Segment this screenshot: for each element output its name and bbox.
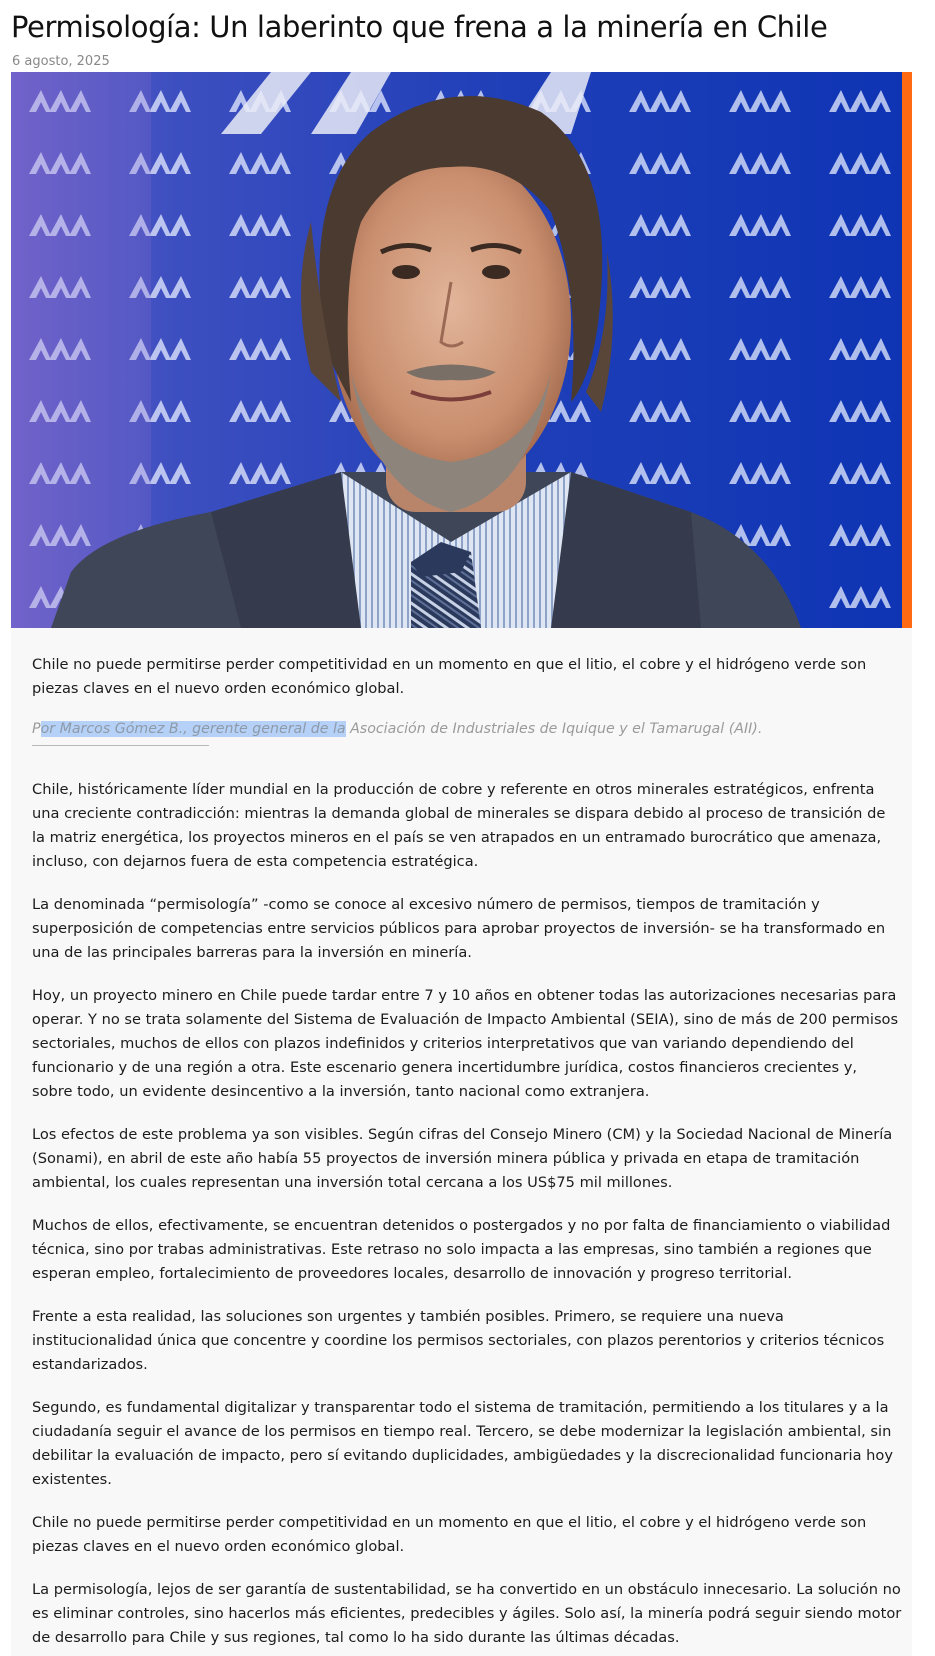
- body-paragraph: Chile, históricamente líder mundial en la producción de cobre y referente en otros minerales estratégicos, enfrenta una creciente contradicción: mientras la demanda global de minerales se dispara debido al proceso de transición de la matriz energética, los proyectos mineros en el país se ven atrapados en un entramado burocrático que amenaza, incluso, con dejarnos fuera de esta competencia estratégica.: [32, 781, 886, 870]
- body-paragraph: Hoy, un proyecto minero en Chile puede tardar entre 7 y 10 años en obtener todas las autorizaciones necesarias para operar. Y no se trata solamente del Sistema de Evaluación de Impacto Ambiental (SEIA), sino de más de 200 permisos sectoriales, muchos de ellos con plazos indefinidos y criterios interpretativos que van variando dependiendo del funcionario y de una región a otra. Este escenario genera incertidumbre jurídica, costos financieros crecientes y, sobre todo, un evidente desincentivo a la inversión, tanto nacional como extranjera.: [32, 987, 899, 1100]
- body-paragraph: Chile no puede permitirse perder competitividad en un momento en que el litio, el cobre y el hidrógeno verde son piezas claves en el nuevo orden económico global.: [32, 1514, 867, 1555]
- accent-bar: [902, 72, 912, 632]
- article-date: 6 agosto, 2025: [12, 54, 110, 69]
- body-paragraph: La denominada “permisología” -como se conoce al excesivo número de permisos, tiempos de tramitación y superposición de competencias entre servicios públicos para aprobar proyectos de inversión- se ha transformado en una de las principales barreras para la inversión en minería.: [32, 896, 886, 961]
- body-paragraph: La permisología, lejos de ser garantía de sustentabilidad, se ha convertido en un obstáculo innecesario. La solución no es eliminar controles, sino hacerlos más eficientes, predecibles y ágiles. Solo así, la minería podrá seguir siendo motor de desarrollo para Chile y sus regiones, tal como lo ha sido durante las últimas décadas.: [32, 1581, 902, 1646]
- body-paragraph: Los efectos de este problema ya son visibles. Según cifras del Consejo Minero (CM) y la Sociedad Nacional de Minería (Sonami), en abril de este año había 55 proyectos de inversión minera pública y privada en etapa de tramitación ambiental, los cuales representan una inversión total cercana a los US$75 mil millones.: [32, 1126, 893, 1191]
- hero-image: [11, 72, 912, 628]
- body-paragraph: Frente a esta realidad, las soluciones son urgentes y también posibles. Primero, se requiere una nueva institucionalidad única que concentre y coordine los permisos sectoriales, con plazos perentorios y criterios técnicos estandarizados.: [32, 1308, 885, 1373]
- body-paragraph: Muchos de ellos, efectivamente, se encuentran detenidos o postergados y no por falta de financiamiento o viabilidad técnica, sino por trabas administrativas. Este retraso no solo impacta a las empresas, sino también a regiones que esperan empleo, fortalecimiento de proveedores locales, desarrollo de innovación y progreso territorial.: [32, 1217, 891, 1282]
- lead-paragraph: Chile no puede permitirse perder competitividad en un momento en que el litio, el cobre y el hidrógeno verde son piezas claves en el nuevo orden económico global.: [32, 656, 867, 697]
- byline: [32, 717, 902, 741]
- byline-prefix: P: [32, 721, 41, 737]
- byline-divider: [32, 745, 209, 746]
- article-body: [11, 628, 912, 1656]
- byline-selected-text[interactable]: or Marcos Gómez B., gerente general de la: [40, 721, 346, 737]
- byline-rest: Asociación de Industriales de Iquique y el Tamarugal (AII).: [345, 721, 763, 737]
- body-paragraph: Segundo, es fundamental digitalizar y transparentar todo el sistema de tramitación, permitiendo a los titulares y a la ciudadanía seguir el avance de los permisos en tiempo real. Tercero, se debe modernizar la legislación ambiental, sin debilitar la evaluación de impacto, pero sí evitando duplicidades, ambigüedades y la discrecionalidad funcionaria hoy existentes.: [32, 1399, 893, 1488]
- article-title: Permisología: Un laberinto que frena a la minería en Chile: [11, 10, 828, 44]
